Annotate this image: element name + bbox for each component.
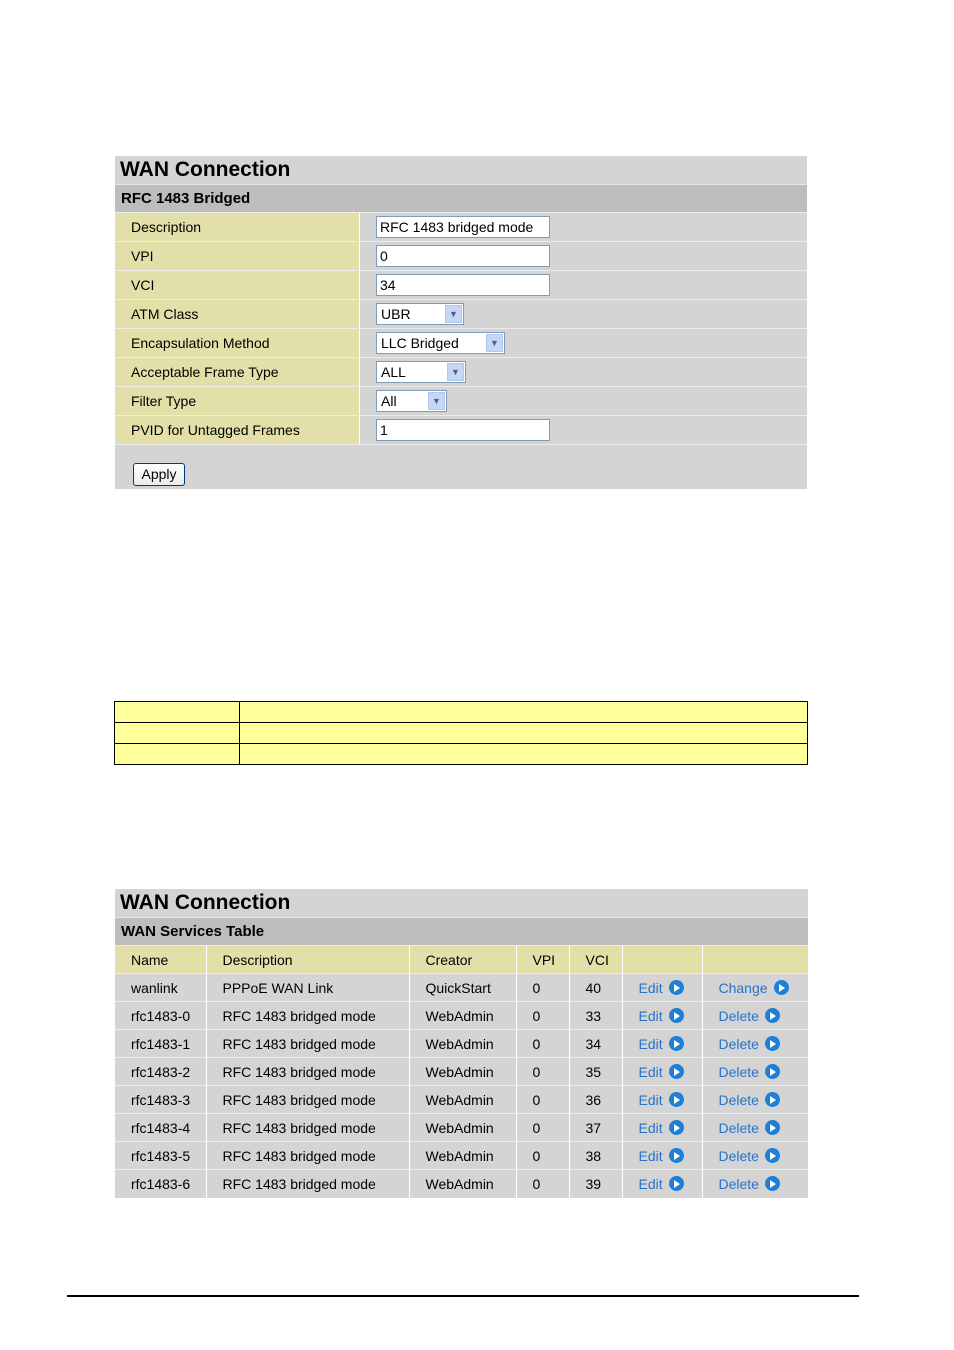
cell-vpi: 0: [516, 1114, 569, 1142]
chevron-down-icon[interactable]: ▼: [428, 392, 445, 410]
field-label: VPI: [115, 242, 359, 270]
cell-vpi: 0: [516, 1086, 569, 1114]
form-row-vpi: [115, 241, 807, 270]
chevron-down-icon[interactable]: ▼: [447, 363, 464, 381]
table-header-row: [115, 946, 808, 974]
cell-vpi: 0: [516, 1030, 569, 1058]
field-label: Description: [115, 213, 359, 241]
atm-class-select[interactable]: [376, 303, 464, 325]
table-row: [115, 1058, 808, 1086]
field-label: ATM Class: [115, 300, 359, 328]
table-row: [115, 723, 808, 744]
arrow-right-circle-icon[interactable]: [669, 1120, 684, 1135]
delete-link[interactable]: [719, 1008, 780, 1024]
link-label: Edit: [638, 979, 663, 996]
apply-button[interactable]: Apply: [133, 463, 185, 486]
cell-vpi: 0: [516, 1058, 569, 1086]
table-row: [115, 1170, 808, 1198]
table-row: [115, 1030, 808, 1058]
form-row-encapsulation: [115, 328, 807, 357]
table-row: [115, 744, 808, 765]
column-header: [702, 946, 808, 974]
arrow-right-circle-icon[interactable]: [774, 980, 789, 995]
link-label: Edit: [638, 1035, 663, 1052]
link-label: Delete: [718, 1175, 759, 1192]
link-label: Delete: [718, 1035, 759, 1052]
form-row-filter-type: [115, 386, 807, 415]
link-label: Edit: [638, 1007, 663, 1024]
select-value: ALL: [381, 364, 406, 380]
table-row: [115, 702, 808, 723]
cell-creator: WebAdmin: [409, 1086, 516, 1114]
arrow-right-circle-icon[interactable]: [669, 1148, 684, 1163]
arrow-right-circle-icon[interactable]: [765, 1036, 780, 1051]
cell-name: rfc1483-1: [115, 1030, 206, 1058]
form-row-frame-type: [115, 357, 807, 386]
link-label: Delete: [718, 1147, 759, 1164]
form-row-description: [115, 212, 807, 241]
cell-vpi: 0: [516, 974, 569, 1002]
cell-creator: WebAdmin: [409, 1114, 516, 1142]
arrow-right-circle-icon[interactable]: [765, 1008, 780, 1023]
link-label: Edit: [638, 1119, 663, 1136]
description-input[interactable]: [376, 216, 550, 238]
field-label: Acceptable Frame Type: [115, 358, 359, 386]
table-row: [115, 1002, 808, 1030]
cell-creator: WebAdmin: [409, 1142, 516, 1170]
select-value: LLC Bridged: [381, 335, 459, 351]
cell-name: wanlink: [115, 974, 206, 1002]
change-link[interactable]: [719, 980, 789, 996]
cell-description: RFC 1483 bridged mode: [206, 1002, 409, 1030]
filter-type-select[interactable]: [376, 390, 447, 412]
highlight-table: [114, 701, 808, 765]
cell-creator: WebAdmin: [409, 1002, 516, 1030]
column-header: VPI: [516, 946, 569, 974]
form-row-vci: [115, 270, 807, 299]
arrow-right-circle-icon[interactable]: [669, 1176, 684, 1191]
pvid-input[interactable]: [376, 419, 550, 441]
cell-description: RFC 1483 bridged mode: [206, 1114, 409, 1142]
arrow-right-circle-icon[interactable]: [669, 1036, 684, 1051]
table-row: [115, 1114, 808, 1142]
column-header: Name: [115, 946, 206, 974]
cell-vci: 36: [569, 1086, 622, 1114]
arrow-right-circle-icon[interactable]: [765, 1064, 780, 1079]
link-label: Edit: [638, 1091, 663, 1108]
chevron-down-icon[interactable]: ▼: [445, 305, 462, 323]
field-label: Filter Type: [115, 387, 359, 415]
link-label: Delete: [718, 1007, 759, 1024]
cell-name: rfc1483-3: [115, 1086, 206, 1114]
edit-link[interactable]: [639, 980, 684, 996]
chevron-down-icon[interactable]: ▼: [486, 334, 503, 352]
panel-subtitle: RFC 1483 Bridged: [115, 184, 807, 212]
cell-vpi: 0: [516, 1142, 569, 1170]
cell-vpi: 0: [516, 1170, 569, 1198]
panel-subtitle: WAN Services Table: [115, 917, 808, 945]
cell-vci: 39: [569, 1170, 622, 1198]
column-header: Description: [206, 946, 409, 974]
select-value: All: [381, 393, 397, 409]
link-label: Delete: [718, 1091, 759, 1108]
link-label: Edit: [638, 1147, 663, 1164]
field-label: PVID for Untagged Frames: [115, 416, 359, 444]
arrow-right-circle-icon[interactable]: [669, 1092, 684, 1107]
vpi-input[interactable]: [376, 245, 550, 267]
delete-link[interactable]: [719, 1064, 780, 1080]
delete-link[interactable]: [719, 1092, 780, 1108]
cell-name: rfc1483-4: [115, 1114, 206, 1142]
edit-link[interactable]: [639, 1036, 684, 1052]
edit-link[interactable]: [639, 1008, 684, 1024]
field-label: Encapsulation Method: [115, 329, 359, 357]
delete-link[interactable]: [719, 1120, 780, 1136]
link-label: Edit: [638, 1175, 663, 1192]
cell-name: rfc1483-2: [115, 1058, 206, 1086]
table-row: [115, 1086, 808, 1114]
cell-description: PPPoE WAN Link: [206, 974, 409, 1002]
arrow-right-circle-icon[interactable]: [765, 1120, 780, 1135]
form-row-pvid: [115, 415, 807, 444]
column-header: Creator: [409, 946, 516, 974]
arrow-right-circle-icon[interactable]: [669, 980, 684, 995]
edit-link[interactable]: [639, 1120, 684, 1136]
wan-connection-form-panel: [115, 156, 807, 489]
cell-creator: QuickStart: [409, 974, 516, 1002]
table-row: [115, 974, 808, 1002]
cell-name: rfc1483-0: [115, 1002, 206, 1030]
cell-creator: WebAdmin: [409, 1058, 516, 1086]
form-row-atm-class: [115, 299, 807, 328]
link-label: Change: [718, 979, 768, 996]
delete-link[interactable]: [719, 1036, 780, 1052]
edit-link[interactable]: [639, 1092, 684, 1108]
cell-vci: 35: [569, 1058, 622, 1086]
field-label: VCI: [115, 271, 359, 299]
column-header: [622, 946, 702, 974]
cell-creator: WebAdmin: [409, 1170, 516, 1198]
panel-title: WAN Connection: [115, 889, 808, 917]
apply-area: [115, 444, 807, 489]
arrow-right-circle-icon[interactable]: [669, 1064, 684, 1079]
cell-vci: 37: [569, 1114, 622, 1142]
cell-description: RFC 1483 bridged mode: [206, 1142, 409, 1170]
edit-link[interactable]: [639, 1064, 684, 1080]
wan-services-panel: [115, 889, 808, 1198]
cell-name: rfc1483-6: [115, 1170, 206, 1198]
arrow-right-circle-icon[interactable]: [765, 1092, 780, 1107]
cell-vci: 40: [569, 974, 622, 1002]
select-value: UBR: [381, 306, 411, 322]
link-label: Edit: [638, 1063, 663, 1080]
link-label: Delete: [718, 1119, 759, 1136]
frame-type-select[interactable]: [376, 361, 466, 383]
table-row: [115, 1142, 808, 1170]
cell-description: RFC 1483 bridged mode: [206, 1086, 409, 1114]
cell-description: RFC 1483 bridged mode: [206, 1170, 409, 1198]
panel-title: WAN Connection: [115, 156, 807, 184]
cell-description: RFC 1483 bridged mode: [206, 1058, 409, 1086]
vci-input[interactable]: [376, 274, 550, 296]
wan-services-table: [115, 945, 808, 1198]
delete-link[interactable]: [719, 1176, 780, 1192]
encapsulation-select[interactable]: [376, 332, 505, 354]
edit-link[interactable]: [639, 1148, 684, 1164]
delete-link[interactable]: [719, 1148, 780, 1164]
link-label: Delete: [718, 1063, 759, 1080]
cell-vci: 33: [569, 1002, 622, 1030]
cell-vpi: 0: [516, 1002, 569, 1030]
arrow-right-circle-icon[interactable]: [765, 1148, 780, 1163]
cell-creator: WebAdmin: [409, 1030, 516, 1058]
cell-vci: 38: [569, 1142, 622, 1170]
cell-vci: 34: [569, 1030, 622, 1058]
cell-name: rfc1483-5: [115, 1142, 206, 1170]
cell-description: RFC 1483 bridged mode: [206, 1030, 409, 1058]
footer-rule: [67, 1295, 859, 1297]
arrow-right-circle-icon[interactable]: [765, 1176, 780, 1191]
edit-link[interactable]: [639, 1176, 684, 1192]
column-header: VCI: [569, 946, 622, 974]
arrow-right-circle-icon[interactable]: [669, 1008, 684, 1023]
